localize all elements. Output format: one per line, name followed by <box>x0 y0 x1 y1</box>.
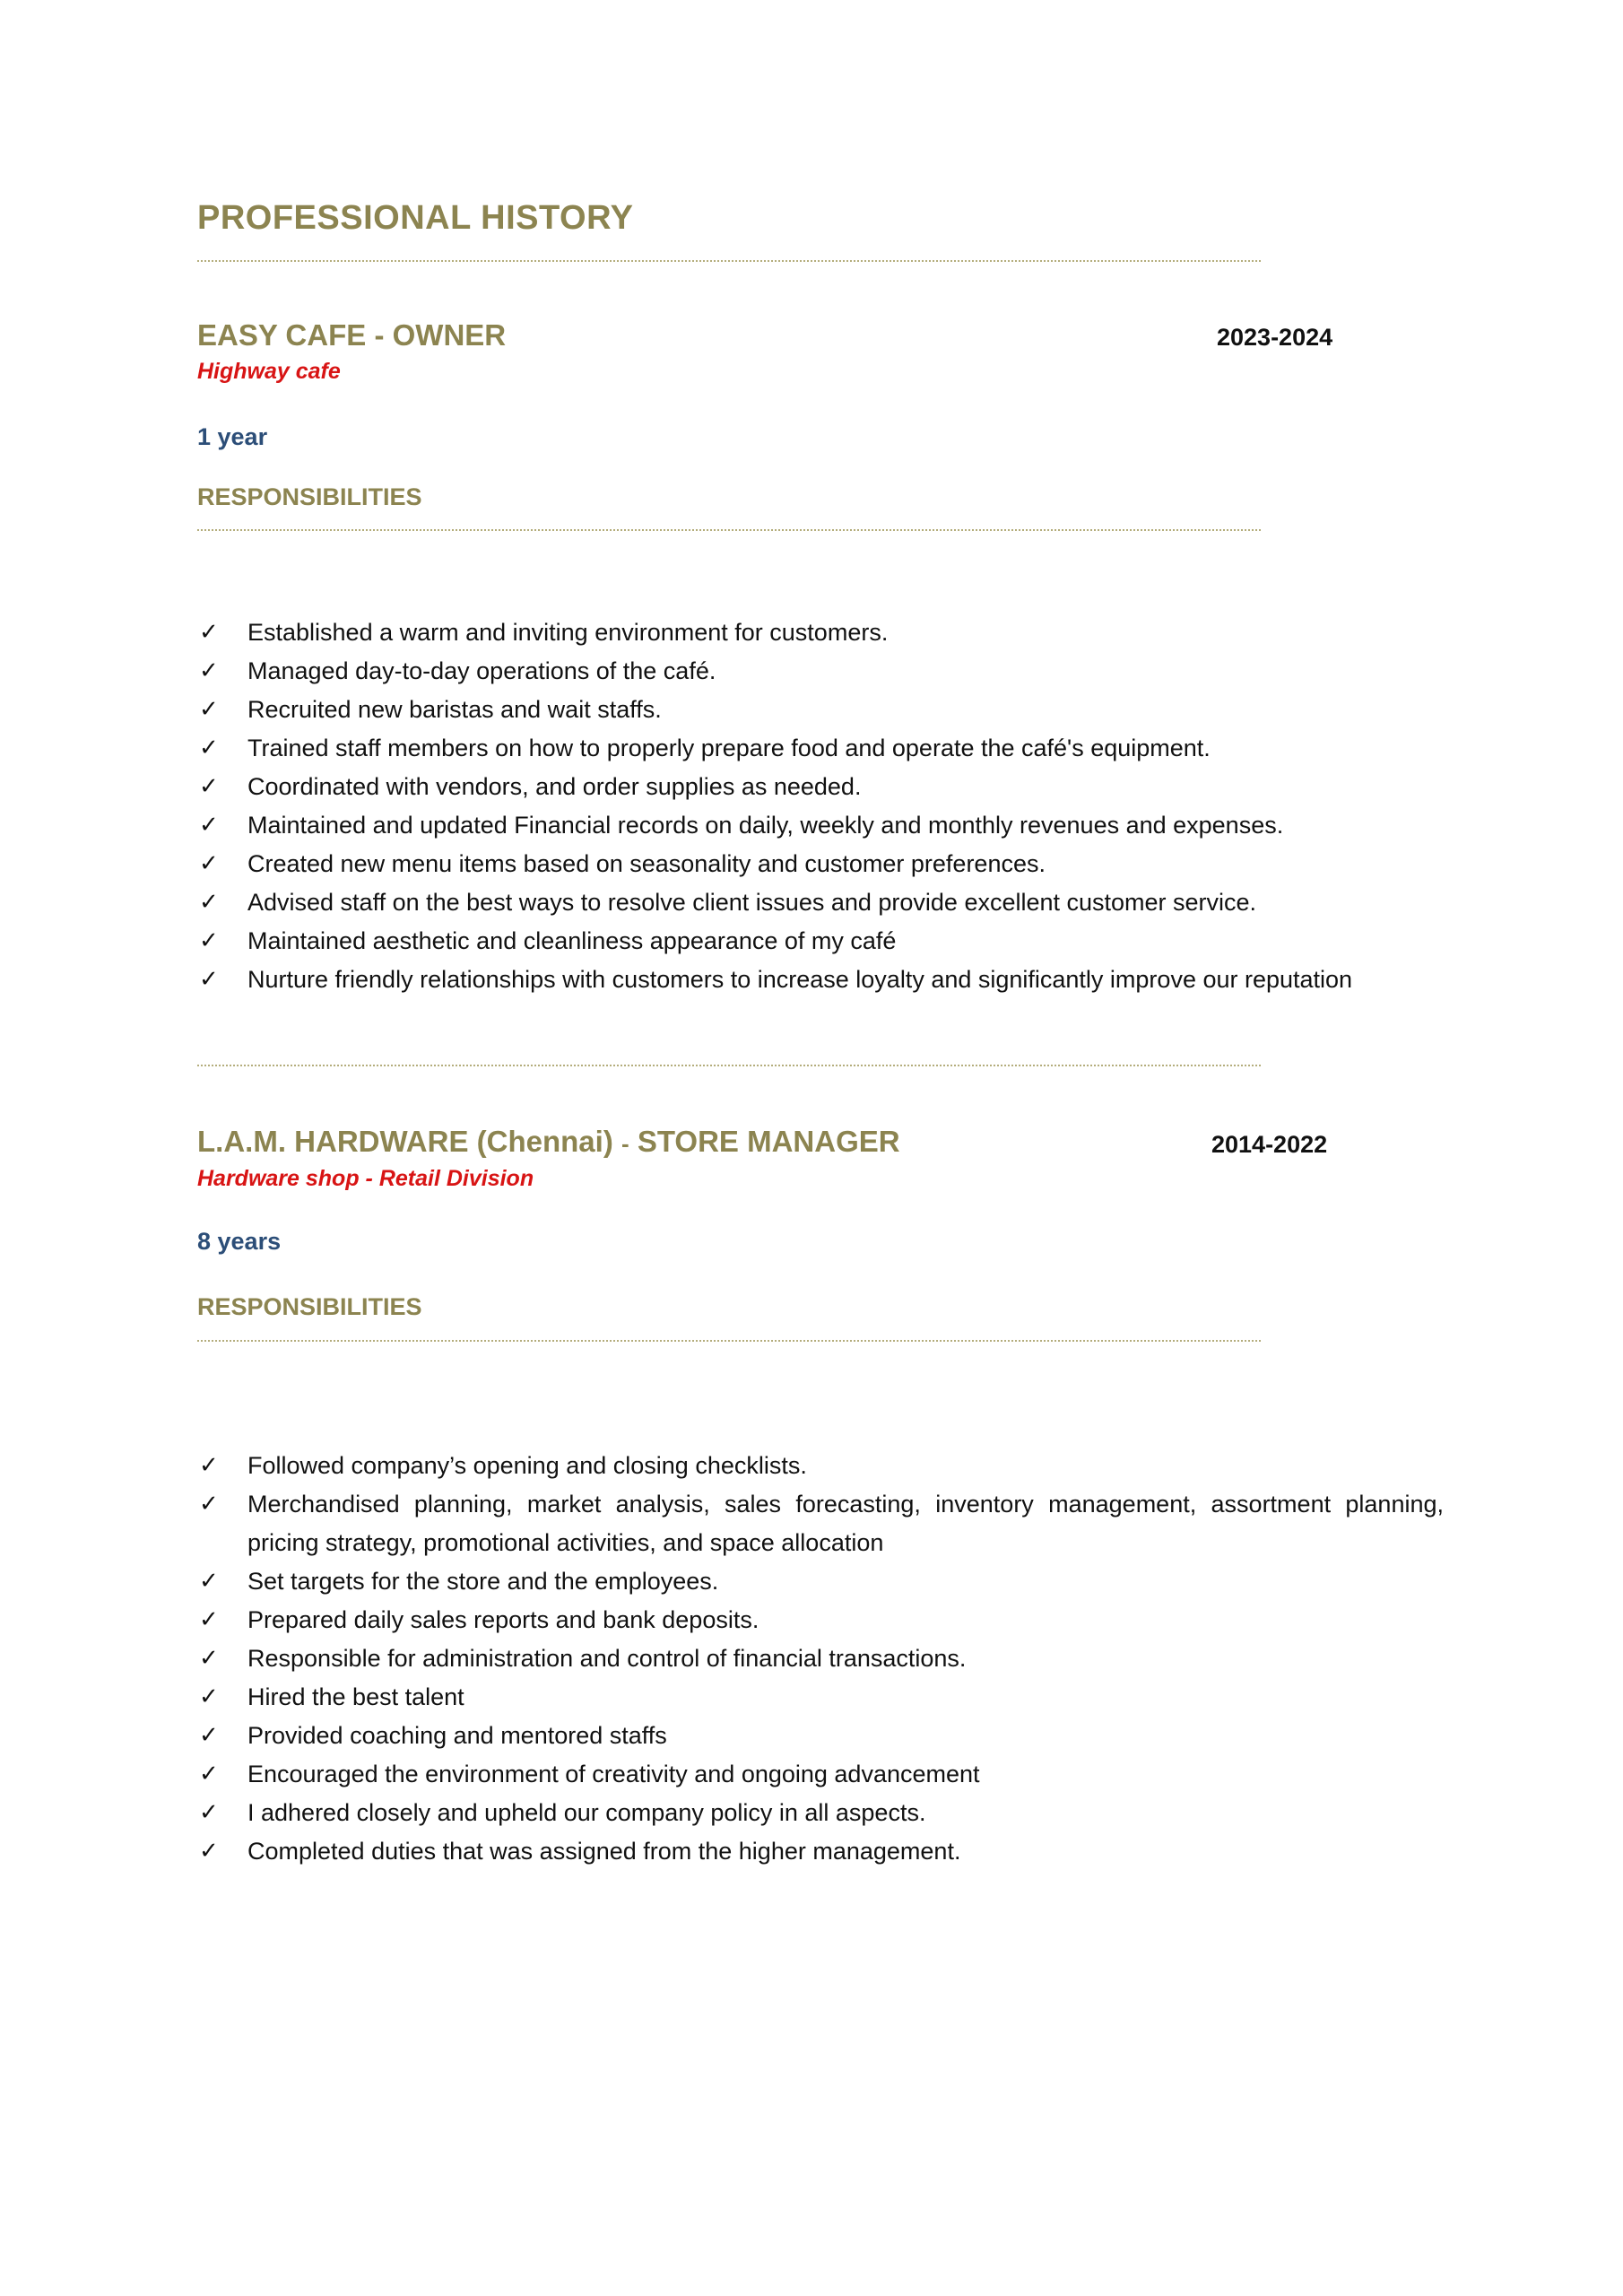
responsibilities-label-1: RESPONSIBILITIES <box>197 483 422 510</box>
job-dates-2: 2014-2022 <box>1211 1131 1328 1158</box>
check-mark-icon: ✓ <box>199 889 219 916</box>
job-separator-2: - <box>621 1130 629 1157</box>
list-item: ✓ Recruited new baristas and wait staffs. <box>197 691 1444 729</box>
responsibilities-divider-1 <box>197 529 1261 531</box>
job-role-2: STORE MANAGER <box>637 1125 900 1158</box>
list-item: ✓ Merchandised planning, market analysis, sales forecasting, inventory management, assortment planning, pricing strategy, promotional activities, and space allocation <box>197 1485 1444 1562</box>
list-item: ✓ Nurture friendly relationships with customers to increase loyalty and significantly improve our reputation <box>197 961 1444 999</box>
responsibilities-list-1 <box>197 613 1444 999</box>
list-item: ✓ Followed company’s opening and closing checklists. <box>197 1447 1444 1485</box>
list-item: ✓ Trained staff members on how to properly prepare food and operate the café's equipment. <box>197 729 1444 768</box>
check-mark-icon: ✓ <box>199 1838 219 1865</box>
list-item: ✓ Responsible for administration and control of financial transactions. <box>197 1639 1444 1678</box>
list-item: ✓ Maintained and updated Financial records on daily, weekly and monthly revenues and expenses. <box>197 806 1444 845</box>
check-mark-icon: ✓ <box>199 773 219 800</box>
check-mark-icon: ✓ <box>199 1452 219 1479</box>
job-title-2 <box>197 1125 900 1159</box>
check-mark-icon: ✓ <box>199 1761 219 1787</box>
responsibilities-label-2: RESPONSIBILITIES <box>197 1293 422 1320</box>
job-dates-1: 2023-2024 <box>1217 324 1333 351</box>
check-mark-icon: ✓ <box>199 1491 219 1518</box>
list-item: ✓ Hired the best talent <box>197 1678 1444 1717</box>
check-mark-icon: ✓ <box>199 850 219 877</box>
section-title: PROFESSIONAL HISTORY <box>197 199 634 237</box>
check-mark-icon: ✓ <box>199 657 219 684</box>
job-subtitle-2: Hardware shop - Retail Division <box>197 1166 534 1191</box>
job-title-1 <box>197 318 506 352</box>
check-mark-icon: ✓ <box>199 1568 219 1595</box>
job-company-2: L.A.M. HARDWARE (Chennai) <box>197 1125 613 1158</box>
list-item: ✓ I adhered closely and upheld our company policy in all aspects. <box>197 1794 1444 1832</box>
responsibilities-list-2 <box>197 1447 1444 1871</box>
list-item: ✓ Encouraged the environment of creativity and ongoing advancement <box>197 1755 1444 1794</box>
check-mark-icon: ✓ <box>199 812 219 839</box>
list-item: ✓ Provided coaching and mentored staffs <box>197 1717 1444 1755</box>
section-divider <box>197 260 1261 262</box>
list-item: ✓ Prepared daily sales reports and bank deposits. <box>197 1601 1444 1639</box>
check-mark-icon: ✓ <box>199 696 219 723</box>
check-mark-icon: ✓ <box>199 1645 219 1672</box>
list-item: ✓ Advised staff on the best ways to resolve client issues and provide excellent customer service. <box>197 883 1444 922</box>
job-role-1: OWNER <box>392 318 507 352</box>
check-mark-icon: ✓ <box>199 619 219 646</box>
check-mark-icon: ✓ <box>199 1683 219 1710</box>
check-mark-icon: ✓ <box>199 927 219 954</box>
job-subtitle-1: Highway cafe <box>197 359 341 384</box>
job-divider <box>197 1065 1261 1066</box>
list-item: ✓ Maintained aesthetic and cleanliness appearance of my café <box>197 922 1444 961</box>
list-item: ✓ Managed day-to-day operations of the café. <box>197 652 1444 691</box>
list-item: ✓ Completed duties that was assigned from the higher management. <box>197 1832 1444 1871</box>
responsibilities-divider-2 <box>197 1340 1261 1342</box>
check-mark-icon: ✓ <box>199 966 219 993</box>
list-item: ✓ Coordinated with vendors, and order supplies as needed. <box>197 768 1444 806</box>
job-company-1: EASY CAFE <box>197 318 367 352</box>
check-mark-icon: ✓ <box>199 1722 219 1749</box>
job-separator-1: - <box>374 318 385 352</box>
job-duration-1: 1 year <box>197 423 268 450</box>
list-item: ✓ Established a warm and inviting environment for customers. <box>197 613 1444 652</box>
check-mark-icon: ✓ <box>199 1606 219 1633</box>
job-duration-2: 8 years <box>197 1228 282 1255</box>
list-item: ✓ Set targets for the store and the employees. <box>197 1562 1444 1601</box>
check-mark-icon: ✓ <box>199 735 219 761</box>
list-item: ✓ Created new menu items based on seasonality and customer preferences. <box>197 845 1444 883</box>
check-mark-icon: ✓ <box>199 1799 219 1826</box>
